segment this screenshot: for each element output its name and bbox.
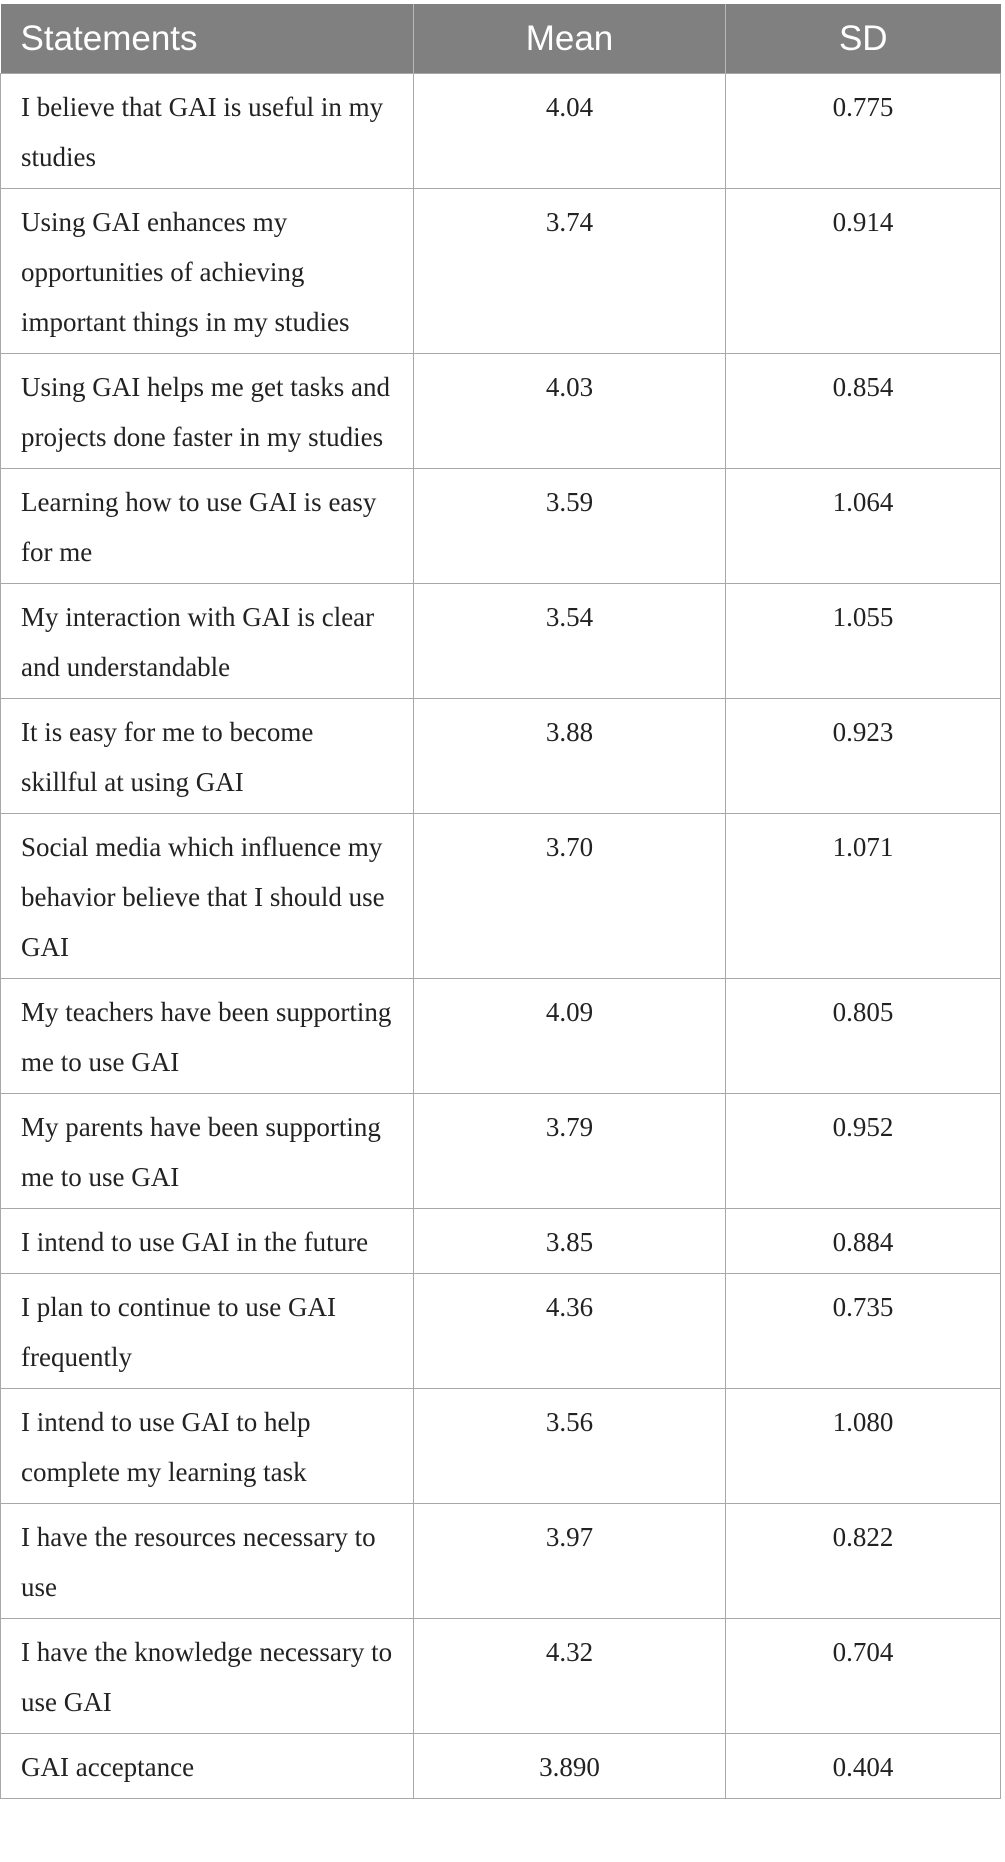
sd-cell: 1.064 <box>726 469 1001 584</box>
sd-cell: 0.775 <box>726 74 1001 189</box>
mean-cell: 4.09 <box>414 979 726 1094</box>
statement-cell: Using GAI enhances my opportunities of achieving important things in my studies <box>1 189 414 354</box>
statement-cell: My teachers have been supporting me to use GAI <box>1 979 414 1094</box>
mean-cell: 3.54 <box>414 584 726 699</box>
statement-cell: I plan to continue to use GAI frequently <box>1 1274 414 1389</box>
header-mean: Mean <box>414 4 726 74</box>
table-body <box>1 74 1001 1799</box>
mean-cell: 4.36 <box>414 1274 726 1389</box>
table-row <box>1 1619 1001 1734</box>
header-row <box>1 4 1001 74</box>
statistics-table <box>0 4 1001 1799</box>
table-row-summary <box>1 1734 1001 1799</box>
table-row <box>1 584 1001 699</box>
sd-cell: 0.914 <box>726 189 1001 354</box>
sd-cell: 1.071 <box>726 814 1001 979</box>
table-row <box>1 354 1001 469</box>
statement-cell: I believe that GAI is useful in my studies <box>1 74 414 189</box>
statement-cell: GAI acceptance <box>1 1734 414 1799</box>
table-header <box>1 4 1001 74</box>
table-row <box>1 979 1001 1094</box>
statement-cell: It is easy for me to become skillful at using GAI <box>1 699 414 814</box>
statement-cell: Using GAI helps me get tasks and projects done faster in my studies <box>1 354 414 469</box>
mean-cell: 3.70 <box>414 814 726 979</box>
sd-cell: 0.884 <box>726 1209 1001 1274</box>
table-row <box>1 469 1001 584</box>
table-row <box>1 1389 1001 1504</box>
statement-cell: I intend to use GAI in the future <box>1 1209 414 1274</box>
table-row <box>1 814 1001 979</box>
mean-cell: 3.74 <box>414 189 726 354</box>
table-row <box>1 1274 1001 1389</box>
mean-cell: 3.59 <box>414 469 726 584</box>
sd-cell: 0.704 <box>726 1619 1001 1734</box>
statement-cell: I have the resources necessary to use <box>1 1504 414 1619</box>
sd-cell: 0.404 <box>726 1734 1001 1799</box>
mean-cell: 3.97 <box>414 1504 726 1619</box>
sd-cell: 0.952 <box>726 1094 1001 1209</box>
mean-cell: 4.03 <box>414 354 726 469</box>
table-row <box>1 699 1001 814</box>
sd-cell: 0.854 <box>726 354 1001 469</box>
statement-cell: My parents have been supporting me to use GAI <box>1 1094 414 1209</box>
statistics-table-container <box>0 4 1000 1799</box>
table-row <box>1 1094 1001 1209</box>
statement-cell: Learning how to use GAI is easy for me <box>1 469 414 584</box>
table-row <box>1 74 1001 189</box>
statement-cell: My interaction with GAI is clear and understandable <box>1 584 414 699</box>
mean-cell: 4.32 <box>414 1619 726 1734</box>
mean-cell: 3.79 <box>414 1094 726 1209</box>
mean-cell: 3.88 <box>414 699 726 814</box>
sd-cell: 0.735 <box>726 1274 1001 1389</box>
mean-cell: 3.85 <box>414 1209 726 1274</box>
table-row <box>1 189 1001 354</box>
header-statements: Statements <box>1 4 414 74</box>
header-sd: SD <box>726 4 1001 74</box>
statement-cell: I have the knowledge necessary to use GAI <box>1 1619 414 1734</box>
table-row <box>1 1504 1001 1619</box>
table-row <box>1 1209 1001 1274</box>
sd-cell: 0.822 <box>726 1504 1001 1619</box>
mean-cell: 4.04 <box>414 74 726 189</box>
sd-cell: 1.080 <box>726 1389 1001 1504</box>
mean-cell: 3.890 <box>414 1734 726 1799</box>
statement-cell: Social media which influence my behavior believe that I should use GAI <box>1 814 414 979</box>
sd-cell: 1.055 <box>726 584 1001 699</box>
mean-cell: 3.56 <box>414 1389 726 1504</box>
sd-cell: 0.923 <box>726 699 1001 814</box>
statement-cell: I intend to use GAI to help complete my learning task <box>1 1389 414 1504</box>
sd-cell: 0.805 <box>726 979 1001 1094</box>
